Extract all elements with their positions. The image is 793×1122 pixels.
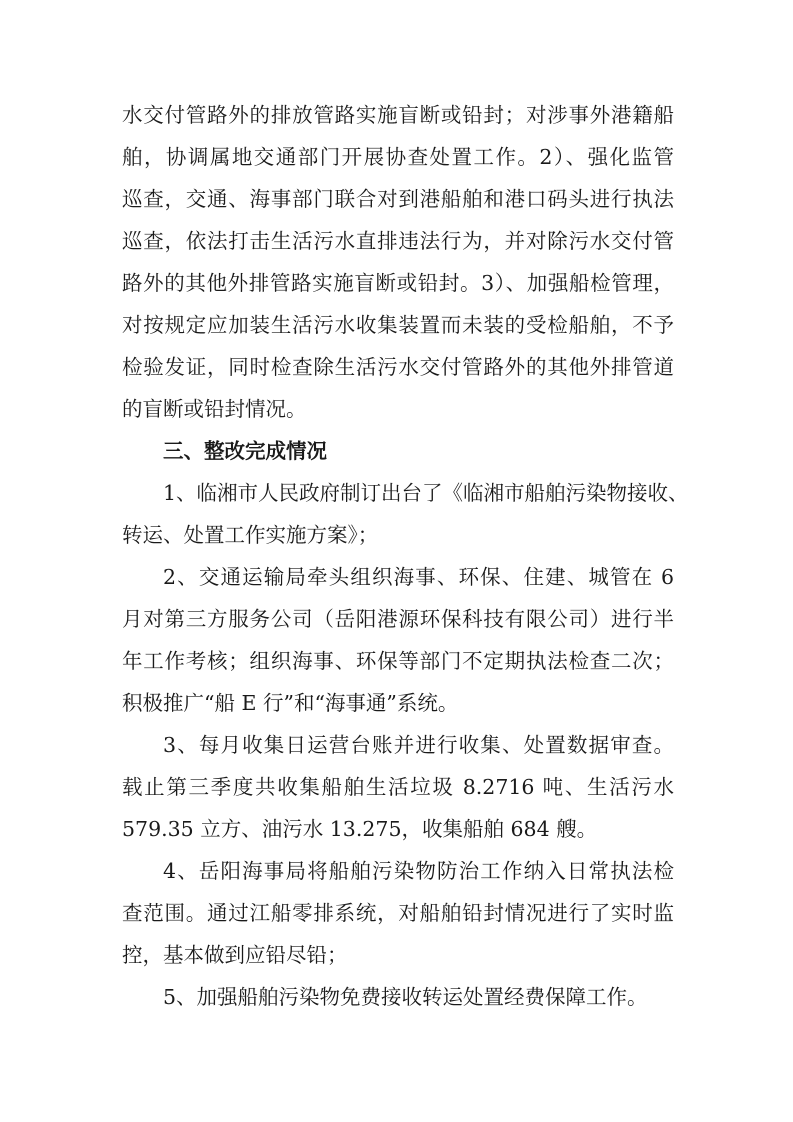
item-2-line-4: 积极推广“船 E 行”和“海事通”系统。 [122, 691, 459, 715]
body-line-8: 的盲断或铅封情况。 [122, 397, 307, 421]
item-1-line-1: 1、临湘市人民政府制订出台了《临湘市船舶污染物接收、 [163, 481, 689, 505]
body-line-3: 巡查，交通、海事部门联合对到港船舶和港口码头进行执法 [122, 187, 674, 211]
body-line-1: 水交付管路外的排放管路实施盲断或铅封；对涉事外港籍船 [122, 103, 674, 127]
item-1-line-2: 转运、处置工作实施方案》； [122, 523, 379, 547]
item-3-line-1: 3、每月收集日运营台账并进行收集、处置数据审查。 [163, 733, 674, 757]
item-2-line-3: 年工作考核；组织海事、环保等部门不定期执法检查二次； [122, 649, 674, 673]
item-3-line-2: 载止第三季度共收集船舶生活垃圾 8.2716 吨、生活污水 [122, 775, 674, 799]
body-line-6: 对按规定应加装生活污水收集装置而未装的受检船舶，不予 [122, 313, 674, 337]
item-3-line-3: 579.35 立方、油污水 13.275，收集船舶 684 艘。 [122, 817, 598, 841]
item-2-line-1: 2、交通运输局牵头组织海事、环保、住建、城管在 6 [163, 565, 674, 589]
item-4-line-2: 查范围。通过江船零排系统，对船舶铅封情况进行了实时监 [122, 901, 674, 925]
section-heading: 三、整改完成情况 [163, 439, 327, 463]
item-4-line-1: 4、岳阳海事局将船舶污染物防治工作纳入日常执法检 [163, 859, 674, 883]
body-line-2: 舶，协调属地交通部门开展协查处置工作。2）、强化监管 [122, 145, 674, 169]
body-line-4: 巡查，依法打击生活污水直排违法行为，并对除污水交付管 [122, 229, 674, 253]
item-4-line-3: 控，基本做到应铅尽铅； [122, 943, 348, 967]
item-5-line-1: 5、加强船舶污染物免费接收转运处置经费保障工作。 [163, 985, 648, 1009]
item-2-line-2: 月对第三方服务公司（岳阳港源环保科技有限公司）进行半 [122, 607, 674, 631]
body-line-7: 检验发证，同时检查除生活污水交付管路外的其他外排管道 [122, 355, 674, 379]
body-line-5: 路外的其他外排管路实施盲断或铅封。3）、加强船检管理， [122, 271, 674, 295]
